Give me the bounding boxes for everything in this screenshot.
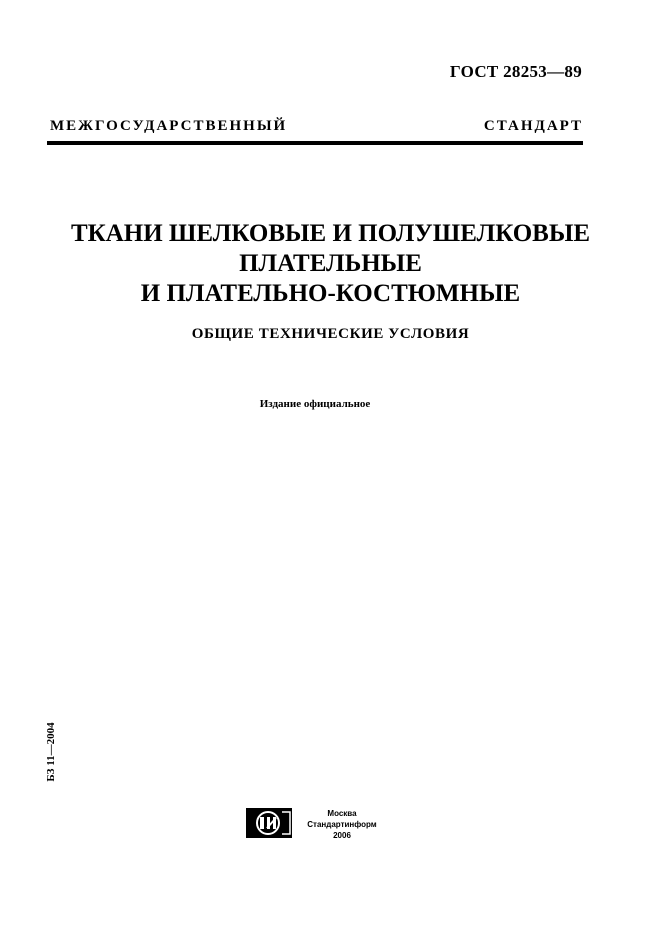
- standard-type-heading: МЕЖГОСУДАРСТВЕННЫЙ СТАНДАРТ: [50, 118, 583, 134]
- side-catalog-code: БЗ 11—2004: [45, 722, 57, 782]
- standard-number: ГОСТ 28253—89: [449, 62, 582, 81]
- publisher-block: [293, 808, 391, 841]
- heading-rule: [47, 141, 583, 145]
- publisher-city: Москва: [327, 809, 357, 818]
- document-subtitle: ОБЩИЕ ТЕХНИЧЕСКИЕ УСЛОВИЯ: [191, 326, 470, 342]
- title-line-3: И ПЛАТЕЛЬНО-КОСТЮМНЫЕ: [140, 280, 521, 307]
- document-title: [0, 219, 661, 309]
- edition-note: Издание официальное: [259, 398, 371, 410]
- title-line-1: ТКАНИ ШЕЛКОВЫЕ И ПОЛУШЕЛКОВЫЕ: [70, 220, 591, 247]
- standartinform-logo-icon: [246, 808, 292, 838]
- title-line-2: ПЛАТЕЛЬНЫЕ: [239, 250, 422, 277]
- publisher-year: 2006: [333, 831, 351, 840]
- publisher-name: Стандартинформ: [307, 820, 377, 829]
